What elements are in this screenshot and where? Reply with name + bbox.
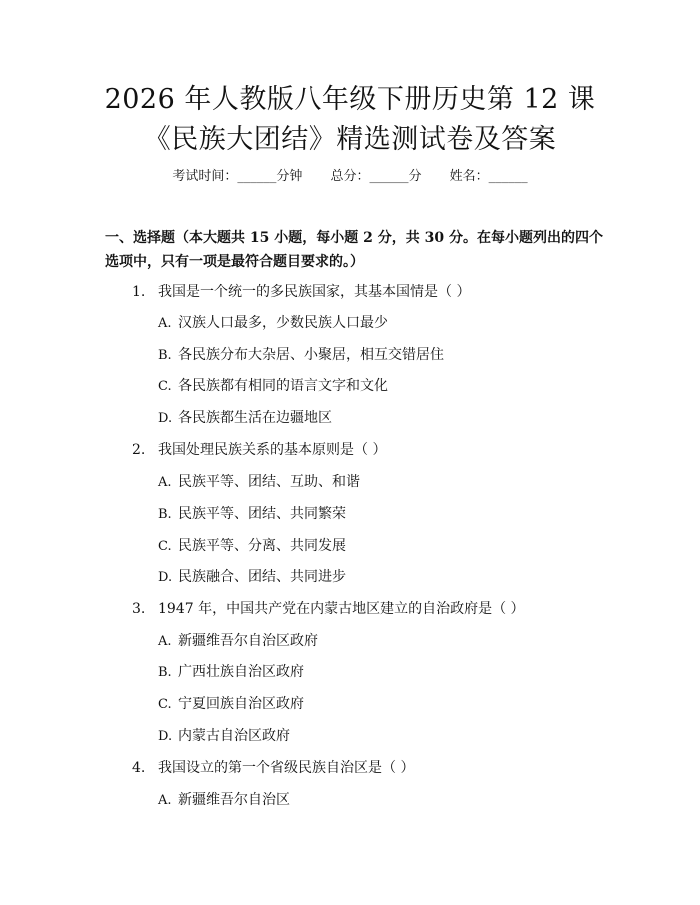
option-3b xyxy=(158,662,304,683)
exam-info xyxy=(0,167,700,187)
exam-time-field: 考试时间：______分钟 xyxy=(172,169,303,184)
question-1 xyxy=(132,282,470,302)
option-text: 各民族分布大杂居、小聚居，相互交错居住 xyxy=(178,347,444,363)
question-number: 4. xyxy=(132,760,146,776)
option-letter: D. xyxy=(158,570,173,585)
question-number: 2. xyxy=(132,442,146,458)
option-text: 新疆维吾尔自治区 xyxy=(178,792,290,808)
option-letter: C. xyxy=(158,379,172,394)
page-title: 2026 年人教版八年级下册历史第 12 课《民族大团结》精选测试卷及答案 xyxy=(104,84,596,155)
option-3a xyxy=(158,631,318,652)
option-2d xyxy=(158,567,346,588)
question-2 xyxy=(132,440,386,460)
option-text: 汉族人口最多，少数民族人口最少 xyxy=(178,315,388,331)
option-letter: A. xyxy=(158,793,172,808)
option-1b xyxy=(158,345,444,366)
option-letter: A. xyxy=(158,475,172,490)
option-2b xyxy=(158,504,346,525)
option-text: 宁夏回族自治区政府 xyxy=(178,696,304,712)
question-text: 我国设立的第一个省级民族自治区是（ ） xyxy=(158,760,415,776)
option-letter: C. xyxy=(158,539,172,554)
total-score-field: 总分：______分 xyxy=(330,169,422,184)
question-4 xyxy=(132,758,414,778)
question-text: 1947 年，中国共产党在内蒙古地区建立的自治政府是（ ） xyxy=(158,601,525,617)
option-text: 各民族都有相同的语言文字和文化 xyxy=(178,378,388,394)
option-3c xyxy=(158,694,304,715)
question-number: 1. xyxy=(132,284,146,300)
option-text: 民族融合、团结、共同进步 xyxy=(178,569,346,585)
option-text: 民族平等、团结、互助、和谐 xyxy=(178,474,360,490)
option-text: 内蒙古自治区政府 xyxy=(178,728,290,744)
question-text: 我国处理民族关系的基本原则是（ ） xyxy=(158,442,387,458)
option-letter: C. xyxy=(158,697,172,712)
option-text: 各民族都生活在边疆地区 xyxy=(178,410,332,426)
option-text: 新疆维吾尔自治区政府 xyxy=(178,633,318,649)
option-2a xyxy=(158,472,360,493)
option-2c xyxy=(158,536,346,557)
question-text: 我国是一个统一的多民族国家，其基本国情是（ ） xyxy=(158,284,471,300)
option-letter: B. xyxy=(158,665,172,680)
student-name-field: 姓名：______ xyxy=(449,169,528,184)
option-1a xyxy=(158,313,388,334)
question-3 xyxy=(132,599,525,619)
option-1c xyxy=(158,376,388,397)
option-letter: A. xyxy=(158,634,172,649)
option-4a xyxy=(158,790,290,811)
option-text: 民族平等、分离、共同发展 xyxy=(178,538,346,554)
option-text: 民族平等、团结、共同繁荣 xyxy=(178,506,346,522)
section-heading: 一、选择题（本大题共 15 小题，每小题 2 分，共 30 分。在每小题列出的四个选项中，只有一项是最符合题目要求的。） xyxy=(105,230,603,270)
option-letter: D. xyxy=(158,411,173,426)
option-letter: A. xyxy=(158,316,172,331)
option-letter: B. xyxy=(158,348,172,363)
option-text: 广西壮族自治区政府 xyxy=(178,664,304,680)
option-3d xyxy=(158,726,290,747)
option-letter: B. xyxy=(158,507,172,522)
option-1d xyxy=(158,408,332,429)
option-letter: D. xyxy=(158,729,173,744)
question-number: 3. xyxy=(132,601,146,617)
